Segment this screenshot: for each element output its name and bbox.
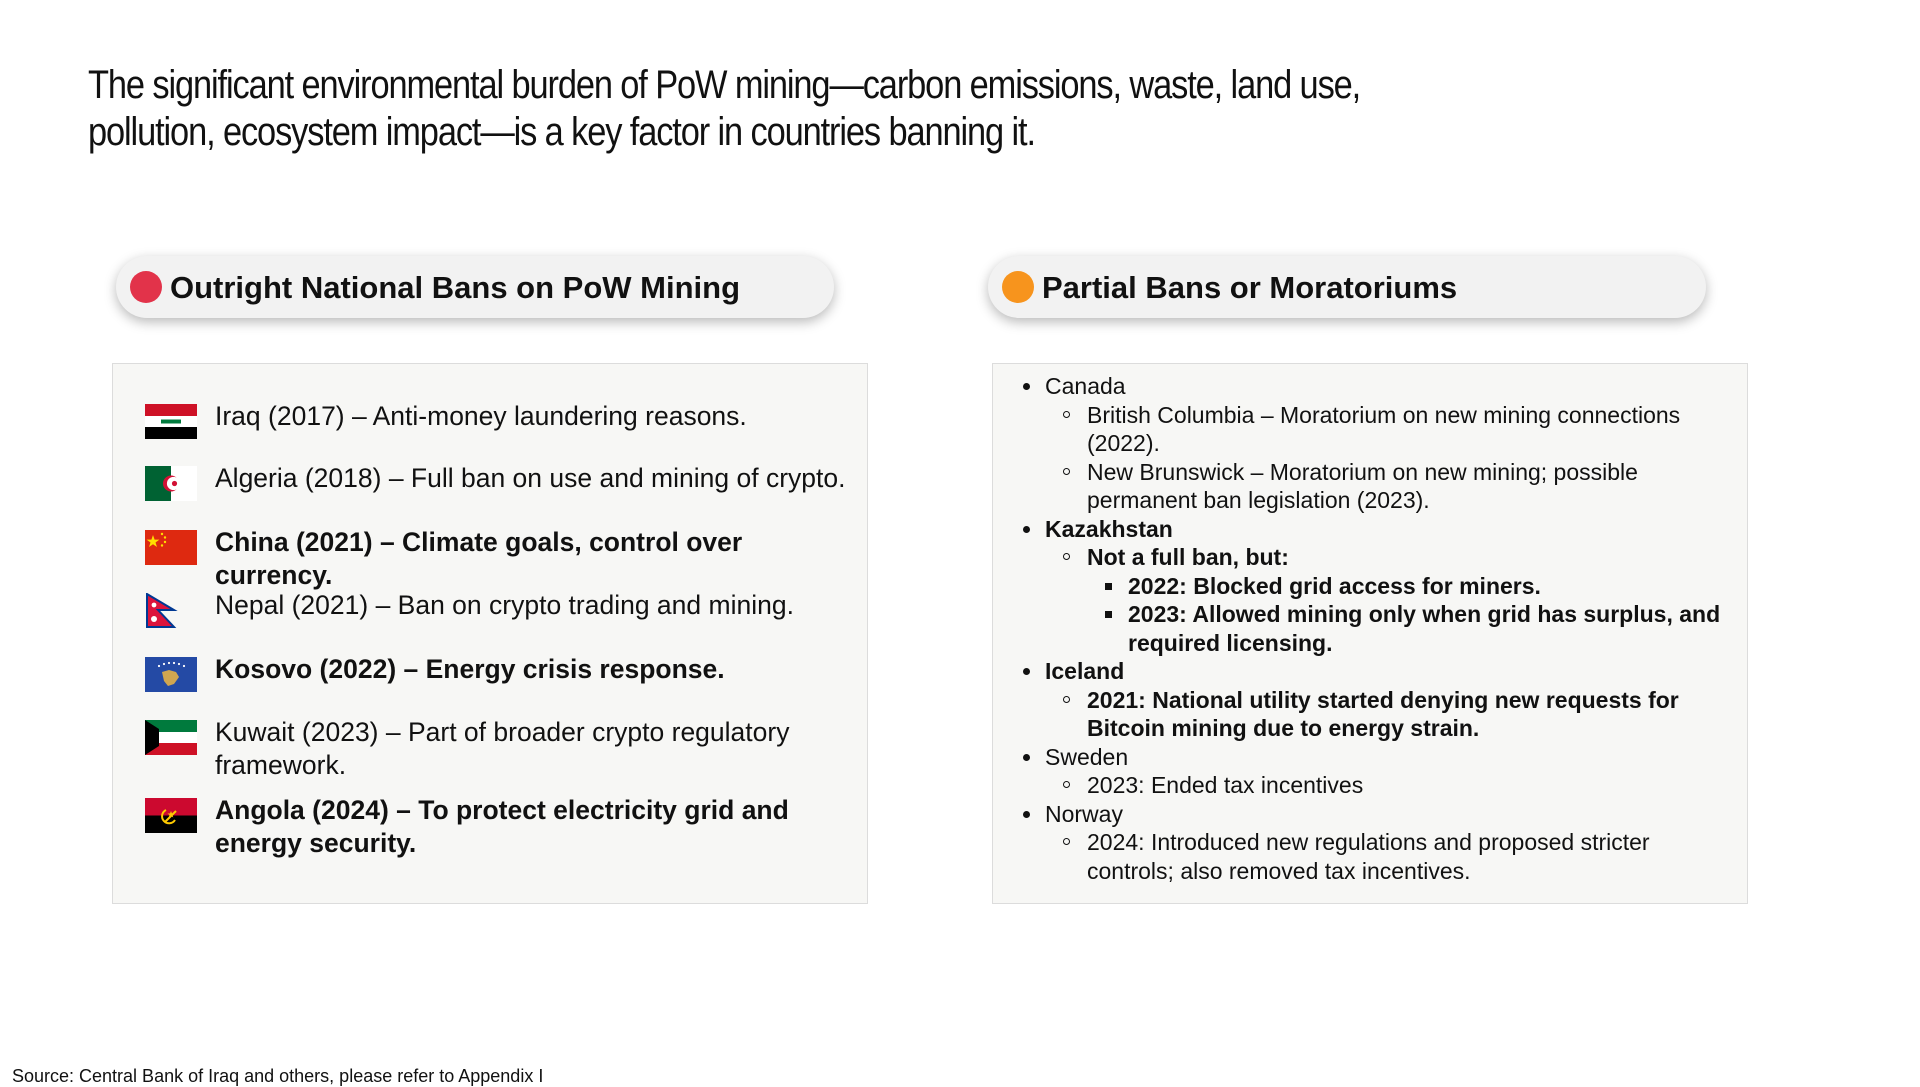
algeria-flag-icon	[145, 466, 197, 501]
outright-bans-title: Outright National Bans on PoW Mining	[170, 270, 741, 305]
kuwait-flag-icon	[145, 720, 197, 755]
country-name: Sweden	[1045, 743, 1129, 770]
list-detail	[1087, 600, 1733, 657]
ban-item-text: Angola (2024) – To protect electricity grid and energy security.	[215, 795, 789, 858]
partial-bans-header	[988, 256, 1706, 318]
country-name: Iceland	[1045, 658, 1125, 684]
partial-bans-panel	[992, 363, 1748, 904]
iraq-flag-icon	[145, 404, 197, 439]
subitem-text: Not a full ban, but:	[1087, 544, 1289, 570]
angola-flag-icon	[145, 798, 197, 833]
country-name: Norway	[1045, 800, 1123, 827]
kosovo-flag-icon	[145, 657, 197, 692]
partial-bans-title: Partial Bans or Moratoriums	[1042, 270, 1458, 305]
list-subitem	[1045, 686, 1733, 743]
subitem-text: British Columbia – Moratorium on new mining connections (2022).	[1087, 401, 1681, 456]
ban-item-text: Iraq (2017) – Anti-money laundering reasons.	[215, 401, 747, 431]
orange-dot-icon	[1002, 271, 1034, 303]
list-item-canada	[1013, 372, 1733, 515]
subitem-text: 2021: National utility started denying new requests for Bitcoin mining due to energy strain.	[1087, 686, 1679, 741]
list-detail	[1087, 572, 1733, 601]
red-dot-icon	[130, 271, 162, 303]
ban-item-text: China (2021) – Climate goals, control over currency.	[215, 527, 743, 590]
country-name: Kazakhstan	[1045, 515, 1173, 542]
page-title: The significant environmental burden of PoW mining—carbon emissions, waste, land use, pollution, ecosystem impact—is a key factor in countries banning it.	[88, 63, 1361, 154]
ban-item-text: Kosovo (2022) – Energy crisis response.	[215, 654, 725, 684]
ban-item-text: Nepal (2021) – Ban on crypto trading and mining.	[215, 590, 794, 620]
source-note: Source: Central Bank of Iraq and others, please refer to Appendix I	[12, 1066, 544, 1086]
outright-bans-panel	[112, 363, 868, 904]
list-item-norway	[1013, 800, 1733, 886]
detail-text: 2022: Blocked grid access for miners.	[1128, 572, 1541, 599]
list-subitem	[1045, 401, 1733, 458]
subitem-text: 2024: Introduced new regulations and proposed stricter controls; also removed tax incentives.	[1087, 829, 1650, 884]
list-subitem	[1045, 771, 1733, 800]
china-flag-icon	[145, 530, 197, 565]
detail-text: 2023: Allowed mining only when grid has surplus, and required licensing.	[1128, 601, 1721, 656]
list-subitem	[1045, 828, 1733, 885]
nepal-flag-icon	[145, 593, 197, 628]
outright-bans-header	[116, 256, 834, 318]
list-item-sweden	[1013, 743, 1733, 800]
list-subitem	[1045, 458, 1733, 515]
list-item-iceland	[1013, 657, 1733, 743]
partial-bans-list	[1013, 372, 1733, 885]
country-name: Canada	[1045, 373, 1126, 399]
list-subitem	[1045, 543, 1733, 657]
ban-item-text: Kuwait (2023) – Part of broader crypto regulatory framework.	[215, 717, 790, 780]
ban-item-text: Algeria (2018) – Full ban on use and mining of crypto.	[215, 463, 846, 493]
subitem-text: 2023: Ended tax incentives	[1087, 772, 1364, 798]
list-item-kazakhstan	[1013, 515, 1733, 658]
subitem-text: New Brunswick – Moratorium on new mining; possible permanent ban legislation (2023).	[1087, 458, 1638, 513]
